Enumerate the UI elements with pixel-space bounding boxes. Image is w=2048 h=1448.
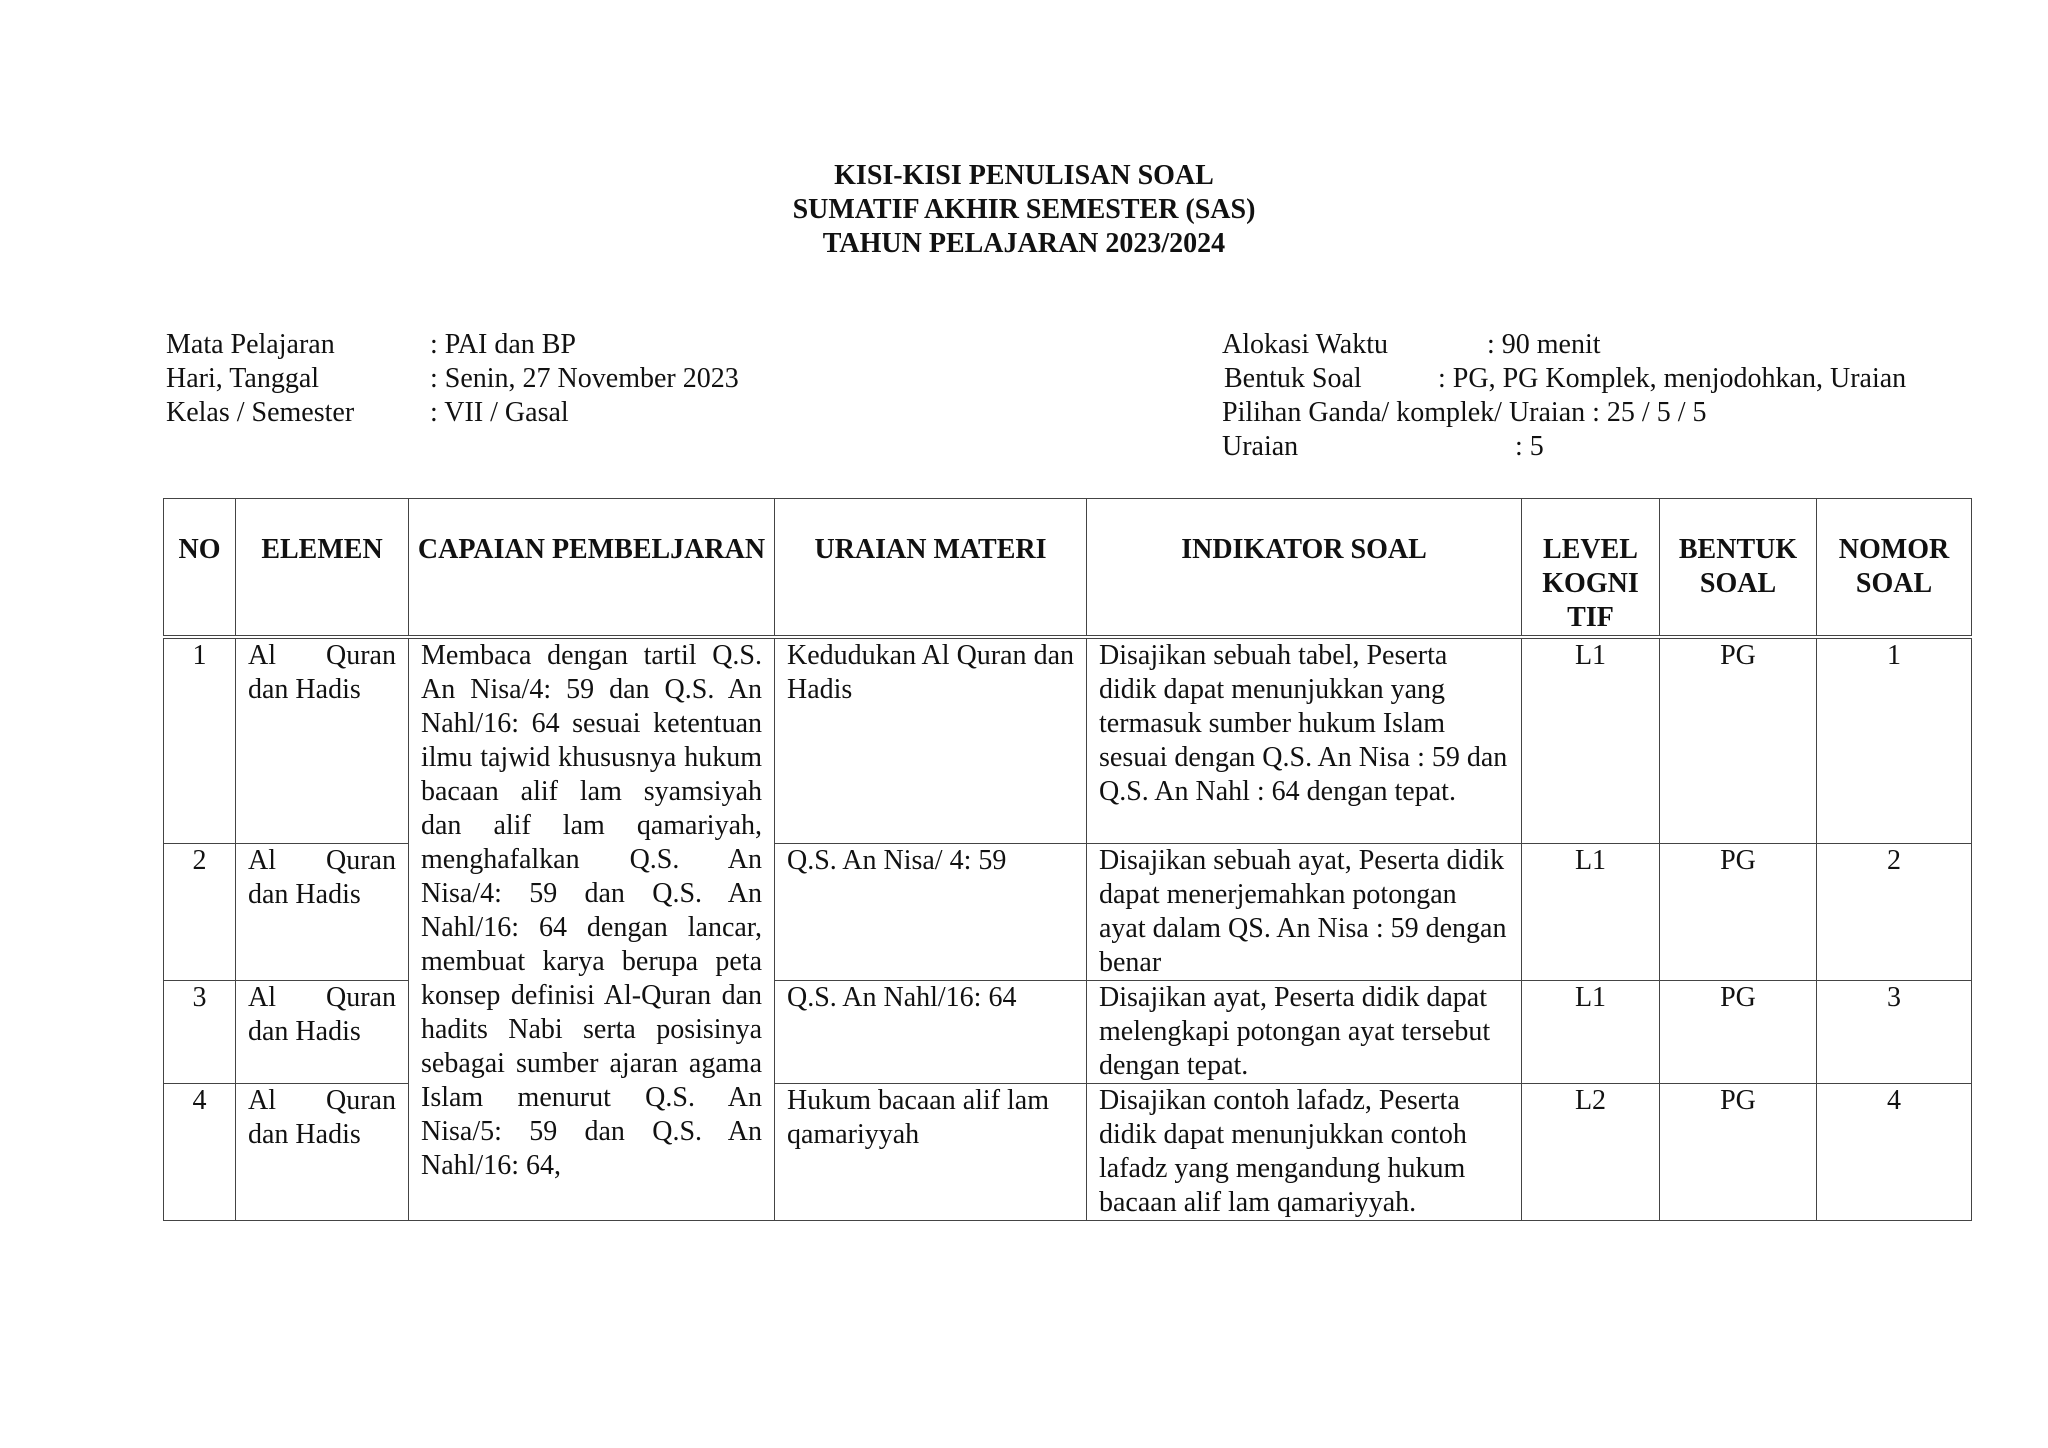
cell-materi: Hukum bacaan alif lam qamariyyah xyxy=(775,1084,1087,1221)
header-capaian: CAPAIAN PEMBELJARAN xyxy=(409,499,775,638)
cell-indikator: Disajikan contoh lafadz, Peserta didik dapat menunjukkan contoh lafadz yang mengandung hukum bacaan alif lam qamariyyah. xyxy=(1087,1084,1522,1221)
cell-nomor: 3 xyxy=(1817,981,1972,1084)
cell-bentuk: PG xyxy=(1660,981,1817,1084)
cell-no: 2 xyxy=(164,844,236,981)
cell-no: 4 xyxy=(164,1084,236,1221)
meta-label: Mata Pelajaran xyxy=(166,329,335,360)
meta-label: Uraian xyxy=(1222,431,1299,462)
meta-row-class xyxy=(166,396,866,430)
cell-nomor: 2 xyxy=(1817,844,1972,981)
kisi-kisi-table xyxy=(163,498,1972,1221)
table-row xyxy=(164,637,1972,844)
header-level: LEVEL KOGNI TIF xyxy=(1522,499,1660,638)
meta-row-time xyxy=(1222,328,1982,362)
meta-label: Bentuk Soal xyxy=(1224,363,1362,394)
cell-elemen: Al Quran dan Hadis xyxy=(236,637,409,844)
cell-materi: Q.S. An Nisa/ 4: 59 xyxy=(775,844,1087,981)
meta-row-date xyxy=(166,362,866,396)
meta-label: Alokasi Waktu xyxy=(1222,329,1388,360)
cell-nomor: 1 xyxy=(1817,637,1972,844)
cell-elemen: Al Quran dan Hadis xyxy=(236,981,409,1084)
title-line-1: KISI-KISI PENULISAN SOAL xyxy=(834,160,1214,191)
cell-elemen: Al Quran dan Hadis xyxy=(236,1084,409,1221)
meta-right-block xyxy=(1222,328,1982,464)
meta-row-essay xyxy=(1222,430,1982,464)
cell-level: L1 xyxy=(1522,637,1660,844)
header-bentuk: BENTUK SOAL xyxy=(1660,499,1817,638)
meta-value: : VII / Gasal xyxy=(430,397,569,428)
cell-no: 1 xyxy=(164,637,236,844)
meta-left-block xyxy=(166,328,866,430)
meta-value: : PAI dan BP xyxy=(430,329,577,360)
header-materi: URAIAN MATERI xyxy=(775,499,1087,638)
cell-bentuk: PG xyxy=(1660,637,1817,844)
cell-bentuk: PG xyxy=(1660,1084,1817,1221)
cell-level: L1 xyxy=(1522,981,1660,1084)
meta-row-form xyxy=(1222,362,1982,396)
meta-value: : 5 xyxy=(1515,431,1544,462)
cell-indikator: Disajikan sebuah ayat, Peserta didik dapat menerjemahkan potongan ayat dalam QS. An Nisa : 59 dengan benar xyxy=(1087,844,1522,981)
meta-label: Pilihan Ganda/ komplek/ Uraian : 25 / 5 / 5 xyxy=(1222,397,1707,428)
meta-label: Hari, Tanggal xyxy=(166,363,320,394)
cell-level: L1 xyxy=(1522,844,1660,981)
meta-label: Kelas / Semester xyxy=(166,397,355,428)
meta-value: : 90 menit xyxy=(1487,329,1601,360)
meta-value: : PG, PG Komplek, menjodohkan, Uraian xyxy=(1438,363,1907,394)
header-elemen: ELEMEN xyxy=(236,499,409,638)
document-title xyxy=(0,159,2048,261)
cell-materi: Q.S. An Nahl/16: 64 xyxy=(775,981,1087,1084)
title-line-3: TAHUN PELAJARAN 2023/2024 xyxy=(822,228,1226,259)
cell-capaian: Membaca dengan tartil Q.S. An Nisa/4: 59 dan Q.S. An Nahl/16: 64 sesuai ketentuan ilmu tajwid khususnya hukum bacaan alif lam syamsiyah dan alif lam qamariyah, menghafalkan Q.S. An Nisa/4: 59 dan Q.S. An Nahl/16: 64 dengan lancar, membuat karya berupa peta konsep definisi Al-Quran dan hadits Nabi serta posisinya sebagai sumber ajaran agama Islam menurut Q.S. An Nisa/5: 59 dan Q.S. An Nahl/16: 64, xyxy=(409,637,775,1221)
cell-level: L2 xyxy=(1522,1084,1660,1221)
title-line-2: SUMATIF AKHIR SEMESTER (SAS) xyxy=(792,194,1256,225)
cell-indikator: Disajikan ayat, Peserta didik dapat melengkapi potongan ayat tersebut dengan tepat. xyxy=(1087,981,1522,1084)
meta-row-counts xyxy=(1222,396,1982,430)
meta-row-subject xyxy=(166,328,866,362)
cell-nomor: 4 xyxy=(1817,1084,1972,1221)
cell-indikator: Disajikan sebuah tabel, Peserta didik dapat menunjukkan yang termasuk sumber hukum Islam sesuai dengan Q.S. An Nisa : 59 dan Q.S. An Nahl : 64 dengan tepat. xyxy=(1087,637,1522,844)
header-indikator: INDIKATOR SOAL xyxy=(1087,499,1522,638)
cell-no: 3 xyxy=(164,981,236,1084)
table-header-row xyxy=(164,499,1972,638)
cell-bentuk: PG xyxy=(1660,844,1817,981)
cell-materi: Kedudukan Al Quran dan Hadis xyxy=(775,637,1087,844)
cell-elemen: Al Quran dan Hadis xyxy=(236,844,409,981)
meta-value: : Senin, 27 November 2023 xyxy=(430,363,739,394)
header-no: NO xyxy=(164,499,236,638)
header-nomor: NOMOR SOAL xyxy=(1817,499,1972,638)
